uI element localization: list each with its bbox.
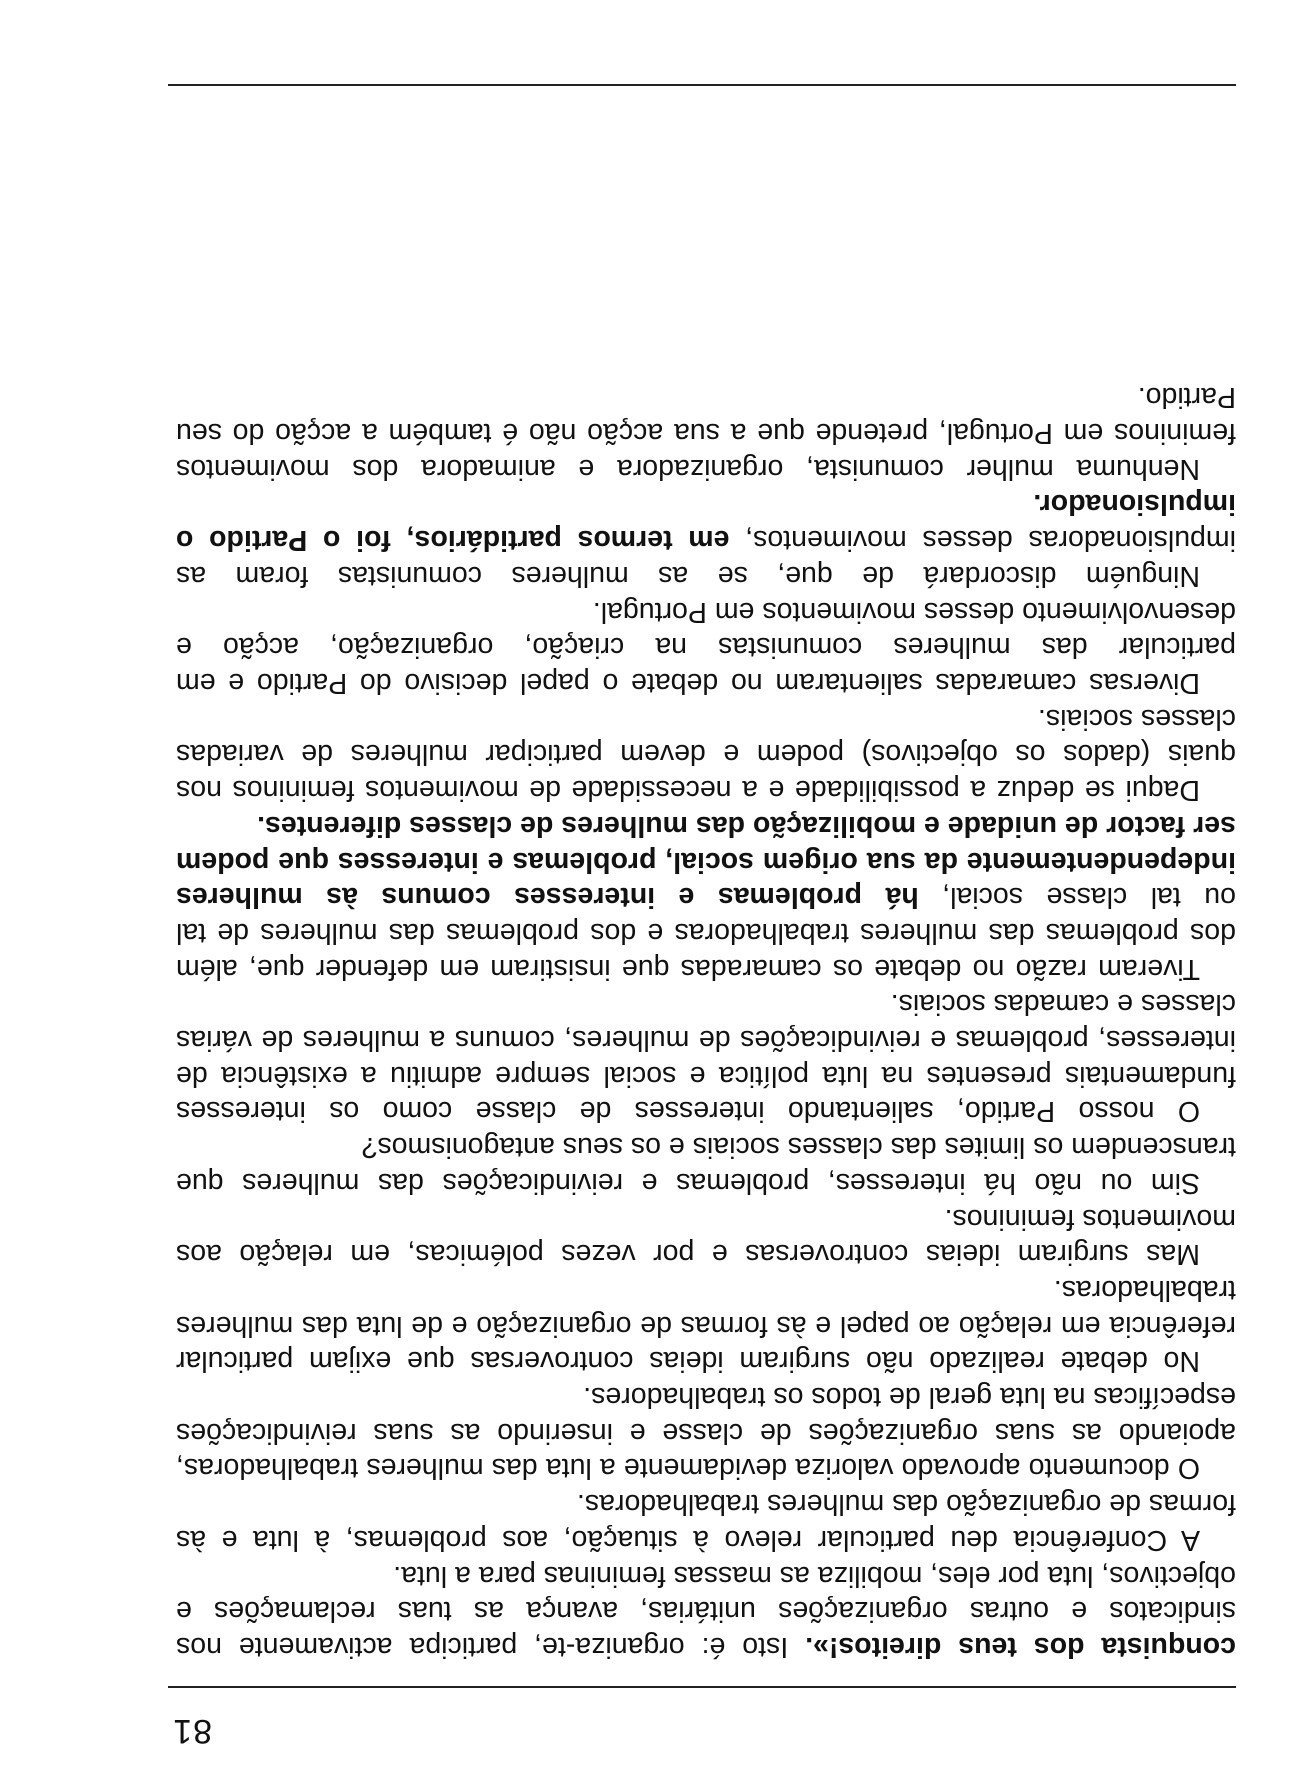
text-run: O nosso Partido, salientando interesses de classe como os interesses fundamentais presentes na luta política e social sempre admitiu a existência de interesses, problemas e reivindicações de mulheres, comuns a mulheres de várias classes e camadas sociais. bbox=[176, 988, 1236, 1128]
footer-rule bbox=[168, 84, 1236, 86]
text-run: Nenhuma mulher comunista, organizadora e animadora dos movimentos femininos em Portugal, pretende que a sua acção não é também a acção do seu Partido. bbox=[176, 381, 1236, 485]
paragraph bbox=[176, 593, 1236, 700]
text-run: No debate realizado não surgiram ideias controversas que exijam particular referência em relação ao papel e às formas de organização e de luta das mulheres trabalhadoras. bbox=[176, 1273, 1236, 1378]
text-run: Ninguém discordará de que, se as mulheres comunistas foram as impulsionadoras desses movimentos, bbox=[176, 524, 1236, 592]
text-run: Mas surgiram ideias controversas e por vezes polémicas, em relação aos movimentos femininos. bbox=[176, 1202, 1236, 1271]
header-rule bbox=[168, 1686, 1236, 1688]
text-run: Tiveram razão no debate os camaradas que insistiram em defender que, além dos problemas das mulheres trabalhadoras e dos problemas das mulheres de tal ou tal classe social, bbox=[176, 881, 1236, 985]
paragraph bbox=[176, 379, 1236, 486]
paragraph bbox=[176, 986, 1236, 1129]
paragraph bbox=[176, 1557, 1236, 1664]
paragraph bbox=[176, 807, 1236, 986]
paragraph bbox=[176, 1200, 1236, 1271]
bold-text: em termos partidários, foi o Partido o impulsionador. bbox=[176, 488, 1236, 557]
text-run: Sim ou não há interesses, problemas e reivindicações das mulheres que transcendem os limites das classes sociais e os seus antagonismos? bbox=[176, 1131, 1236, 1199]
paragraph bbox=[176, 1485, 1236, 1556]
paragraph bbox=[176, 700, 1236, 807]
page-number: 81 bbox=[172, 1712, 212, 1750]
text-run: Daqui se deduz a possibilidade e a necessidade de movimentos femininos nos quais (dados os objectivos) podem e devem participar mulheres de variadas classes sociais. bbox=[176, 702, 1236, 807]
text-run: O documento aprovado valoriza devidamente a luta das mulheres trabalhadoras, apoiando as suas organizações de classe e inserindo as suas reivindicações específicas na luta geral de todos os trabalhadores. bbox=[176, 1381, 1236, 1485]
body-text bbox=[176, 379, 1236, 1664]
bold-text: conquista dos teus direitos!». bbox=[805, 1631, 1236, 1663]
text-run: Isto é: organiza-te, participa activamente nos sindicatos e outras organizações unitárias, avança as tuas reclamações e objectivos, luta por eles, mobiliza as massas femininas para a luta. bbox=[176, 1559, 1236, 1663]
text-run: A Conferência deu particular relevo à situação, aos problemas, à luta e às formas de organização das mulheres trabalhadoras. bbox=[176, 1488, 1236, 1556]
bold-text: há problemas e interesses comuns às mulheres independentemente da sua origem social, problemas e interesses que podem ser factor de unidade e mobilização das mulheres de classes diferentes. bbox=[176, 809, 1236, 914]
text-run: Diversas camaradas salientaram no debate o papel decisivo do Partido e em particular das mulheres comunistas na criação, organização, acção e desenvolvimento desses movimentos em Portugal. bbox=[176, 595, 1236, 700]
paragraph bbox=[176, 1271, 1236, 1378]
paragraph bbox=[176, 1128, 1236, 1199]
paragraph bbox=[176, 486, 1236, 593]
paragraph bbox=[176, 1378, 1236, 1485]
